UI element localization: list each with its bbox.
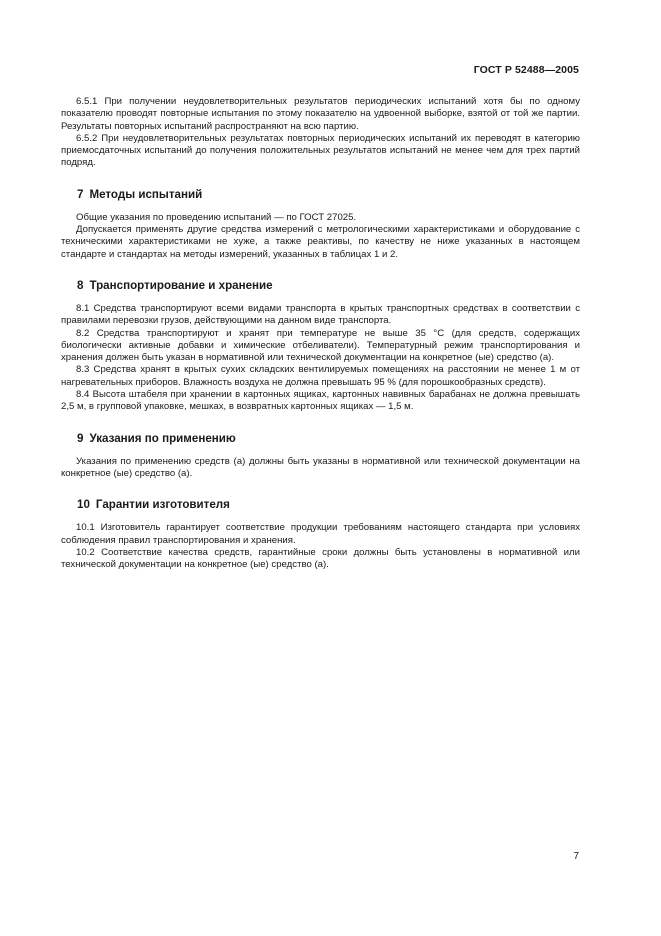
section-title: Указания по применению: [89, 431, 236, 445]
section-number: 10: [77, 498, 90, 512]
section-heading-9: [77, 432, 580, 445]
document-code-header: ГОСТ Р 52488—2005: [473, 64, 579, 76]
section-title: Методы испытаний: [89, 187, 203, 201]
paragraph-7-equipment: Допускается применять другие средства измерений с метрологическими характеристиками и оборудование с техническими характеристиками не хуже, а также реактивы, по качеству не ниже указанных в настоящем стандарте и стандартах на методы измерений, указанных в таблицах 1 и 2.: [61, 224, 580, 260]
section-number: 7: [77, 187, 84, 201]
section-heading-8: [77, 279, 580, 292]
section-title: Транспортирование и хранение: [89, 278, 273, 292]
paragraph-8-1: 8.1 Средства транспортируют всеми видами транспорта в крытых транспортных средствах в соответствии с правилами перевозки грузов, действующими на данном виде транспорта.: [61, 302, 580, 327]
paragraph-8-4: 8.4 Высота штабеля при хранении в картонных ящиках, картонных навивных барабанах не должна превышать 2,5 м, в групповой упаковке, мешках, в возвратных картонных ящиках — 1,5 м.: [61, 389, 580, 413]
section-number: 9: [77, 431, 84, 445]
paragraph-8-3: 8.3 Средства хранят в крытых сухих складских вентилируемых помещениях на расстоянии не менее 1 м от нагревательных приборов. Влажность воздуха не должна превышать 95 % (для порошкообразных средств).: [61, 364, 580, 388]
paragraph-9: Указания по применению средств (а) должны быть указаны в нормативной или технической документации на конкретное (ые) средство (а).: [61, 455, 580, 479]
section-title: Гарантии изготовителя: [95, 498, 230, 512]
document-body: [61, 96, 580, 571]
section-heading-10: [77, 498, 580, 511]
paragraph-6-5-1: 6.5.1 При получении неудовлетворительных результатов периодических испытаний хотя бы по одному показателю проводят повторные испытания по этому показателю на удвоенной выборке, взятой от той же партии. Результаты повторных испытаний распространяют на всю партию.: [61, 96, 580, 132]
paragraph-10-1: 10.1 Изготовитель гарантирует соответствие продукции требованиям настоящего стандарта при условиях соблюдения правил транспортирования и хранения.: [61, 522, 580, 546]
page-number: 7: [573, 851, 579, 862]
section-number: 8: [77, 278, 84, 292]
paragraph-8-2: 8.2 Средства транспортируют и хранят при температуре не выше 35 °С (для средств, содержащих биологически активные добавки и химические отбеливатели). Температурный режим транспортирования и хранения должен быть указан в нормативной или технической документации на конкретное (ые) средство (а).: [61, 327, 580, 364]
paragraph-7-general: Общие указания по проведению испытаний — по ГОСТ 27025.: [76, 211, 357, 223]
paragraph-6-5-2: 6.5.2 При неудовлетворительных результатах повторных периодических испытаний их переводят в категорию приемосдаточных испытаний до получения положительных результатов испытаний не менее чем для трех партий подряд.: [61, 132, 580, 169]
paragraph-10-2: 10.2 Соответствие качества средств, гарантийные сроки должны быть установлены в нормативной или технической документации на конкретное (ые) средство (а).: [61, 546, 580, 571]
section-heading-7: [77, 188, 580, 201]
